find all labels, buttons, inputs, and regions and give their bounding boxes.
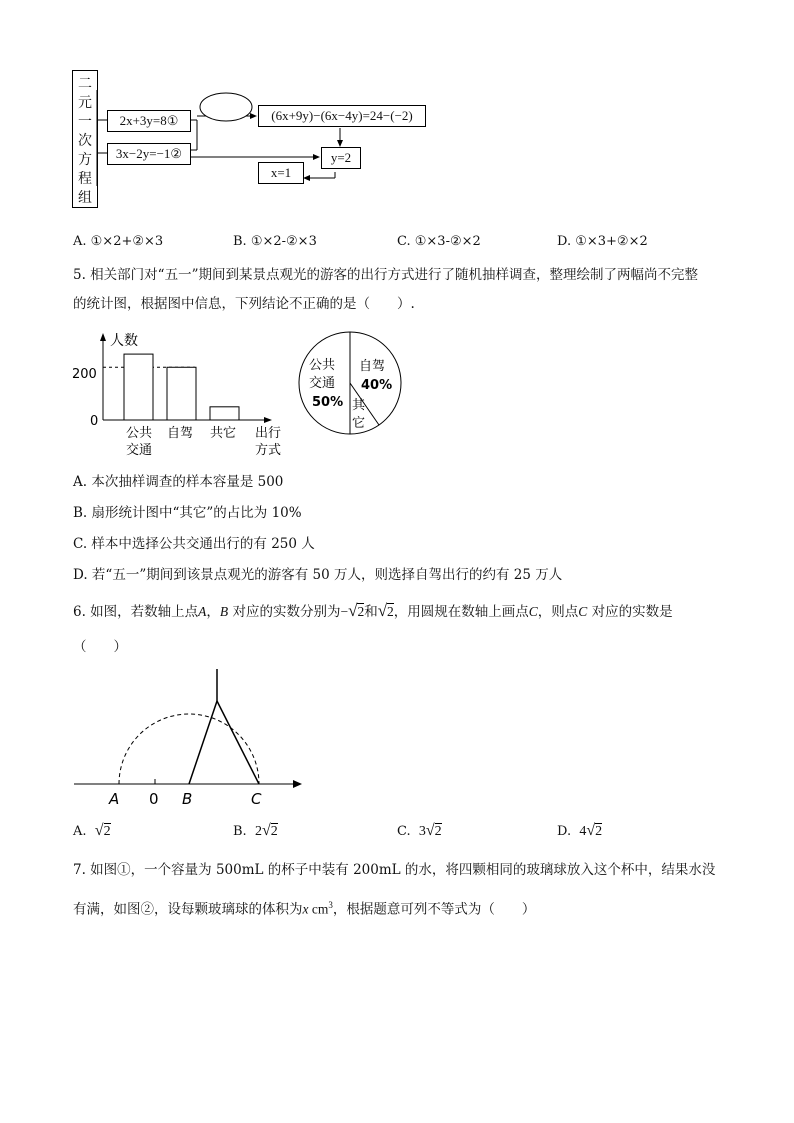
- q6-option-d-label: D.: [557, 824, 572, 839]
- q6-option-b-radicand: 2: [270, 824, 278, 839]
- q6-option-b-coef: 2: [254, 824, 262, 839]
- eq2-box: [107, 143, 191, 165]
- q6-option-c-radicand: 2: [434, 824, 442, 839]
- eq2: 3x−2y=−1②: [115, 146, 183, 161]
- q4-option-c: C. ①×3-②×2: [397, 234, 481, 249]
- q5-option-d: D. 若“五一”期间到该景点观光的游客有 50 万人，则选择自驾出行的约有 25 万人: [73, 567, 563, 583]
- tick-0: 0: [90, 414, 99, 429]
- q6-and: 和: [364, 604, 378, 620]
- y-result-box: [321, 147, 361, 169]
- q5-option-c: C. 样本中选择公共交通出行的有 250 人: [73, 536, 315, 552]
- system-title: 二元一次方程组: [78, 76, 92, 206]
- y-axis-label: 人数: [110, 333, 138, 349]
- cat1-line1: 公共: [126, 426, 153, 441]
- sqrt-icon: √: [261, 822, 271, 839]
- q4-option-b: B. ①×2-②×3: [233, 234, 317, 249]
- q6-comma: ，: [206, 604, 220, 620]
- bar-chart: [70, 330, 290, 460]
- axis-label-a: A: [109, 790, 120, 808]
- compass-leg-left: [189, 701, 217, 784]
- cat1-line2: 交通: [126, 443, 153, 458]
- x-axis-arrow: [264, 417, 272, 423]
- pie-other-line1: 其: [352, 398, 366, 413]
- sqrt-icon: √: [586, 822, 596, 839]
- q6-text-pre: 6. 如图，若数轴上点: [73, 604, 199, 620]
- number-line-figure: [70, 665, 310, 810]
- q6-sqrt-value-1: 2: [357, 604, 365, 619]
- q6-option-d-coef: 4: [579, 824, 587, 839]
- compass-leg-right: [217, 701, 259, 784]
- q6-sqrt-value-2: 2: [387, 604, 394, 619]
- bar-1: [124, 354, 153, 420]
- q5-stem-line2: 的统计图，根据图中信息，下列结论不正确的是（ ）.: [73, 296, 415, 312]
- sqrt-icon: √: [425, 822, 435, 839]
- axis-label-c: C: [251, 790, 262, 808]
- q6-text-post: ，用圆规在数轴上画点: [393, 604, 529, 620]
- q6-stem-line2: （ ）: [73, 639, 127, 655]
- q6-point-a: A: [198, 604, 207, 619]
- q7-unit: cm: [308, 901, 329, 917]
- q5-stem-line1: 5. 相关部门对“五一”期间到某景点观光的游客的出行方式进行了随机抽样调查，整理绘制了两幅尚不完整: [73, 267, 698, 283]
- q6-option-b: [233, 822, 278, 840]
- tick-200: 200: [72, 367, 97, 382]
- q5-option-b: B. 扇形统计图中“其它”的占比为 10%: [73, 505, 302, 521]
- bar-3: [210, 407, 239, 420]
- pie-other-line2: 它: [352, 416, 366, 431]
- eq1-box: [107, 110, 191, 132]
- q6-neg-sign: −: [340, 604, 349, 619]
- combined-eq: (6x+9y)−(6x−4y)=24−(−2): [271, 108, 413, 123]
- q7-stem-line1: 7. 如图①，一个容量为 500mL 的杯子中装有 200mL 的水，将四颗相同的玻璃球放入这个杯中，结果水没: [73, 862, 716, 878]
- sqrt-icon: √: [348, 601, 358, 620]
- q6-stem-line1: [73, 601, 673, 622]
- q6-option-a-radicand: 2: [103, 824, 111, 839]
- q7-text-pre: 有满，如图②，设每颗玻璃球的体积为: [73, 901, 303, 918]
- x-result-box: [258, 162, 304, 184]
- q6-point-c: C: [528, 604, 538, 619]
- q7-stem-line2: [73, 895, 535, 920]
- number-line-arrow: [293, 780, 302, 788]
- pie-public-pct: 50%: [312, 395, 344, 410]
- q6-text-tail: 对应的实数是: [587, 604, 673, 620]
- q7-exponent: 3: [328, 900, 333, 910]
- cat3-label: 共它: [210, 426, 237, 441]
- q6-option-d: [557, 822, 602, 840]
- q7-variable: x: [302, 901, 309, 917]
- pie-public-line1: 公共: [309, 358, 336, 373]
- eq1: 2x+3y=8①: [119, 113, 179, 128]
- compass-arc: [119, 714, 259, 784]
- cat2-label: 自驾: [167, 426, 194, 441]
- q4-option-d: D. ①×3+②×2: [557, 234, 648, 249]
- q6-text-end: ，则点: [537, 604, 579, 620]
- sqrt-icon: √: [94, 822, 104, 839]
- q6-point-b: B: [219, 604, 229, 619]
- q6-option-a: [73, 822, 111, 840]
- q7-text-post: ，根据题意可列不等式为（ ）: [332, 901, 536, 918]
- pie-self-label: 自驾: [359, 359, 386, 374]
- pie-chart: [295, 330, 405, 440]
- q5-option-a: A. 本次抽样调查的样本容量是 500: [73, 474, 284, 490]
- q6-option-b-label: B.: [233, 824, 247, 839]
- q6-point-c2: C: [578, 604, 588, 619]
- axis-label-origin: 0: [149, 790, 159, 808]
- xlabel-line2: 方式: [255, 443, 282, 458]
- x-result: x=1: [270, 165, 292, 180]
- bar-2: [167, 367, 196, 420]
- combined-box: [258, 105, 426, 127]
- q6-text-mid: 对应的实数分别为: [228, 604, 341, 620]
- pie-public-line2: 交通: [309, 376, 336, 391]
- y-axis-arrow: [100, 333, 106, 341]
- q4-option-a: A. ①×2+②×3: [73, 234, 164, 249]
- q6-option-c-coef: 3: [418, 824, 426, 839]
- pie-self-pct: 40%: [361, 378, 393, 393]
- q6-option-a-label: A.: [73, 824, 87, 839]
- q6-option-c: [397, 822, 442, 840]
- axis-label-b: B: [182, 790, 193, 808]
- blank-ellipse: [200, 93, 252, 121]
- y-result: y=2: [330, 150, 352, 165]
- q6-option-d-radicand: 2: [595, 824, 603, 839]
- sqrt-icon: √: [377, 601, 388, 620]
- q6-option-c-label: C.: [397, 824, 411, 839]
- xlabel-line1: 出行: [255, 426, 282, 441]
